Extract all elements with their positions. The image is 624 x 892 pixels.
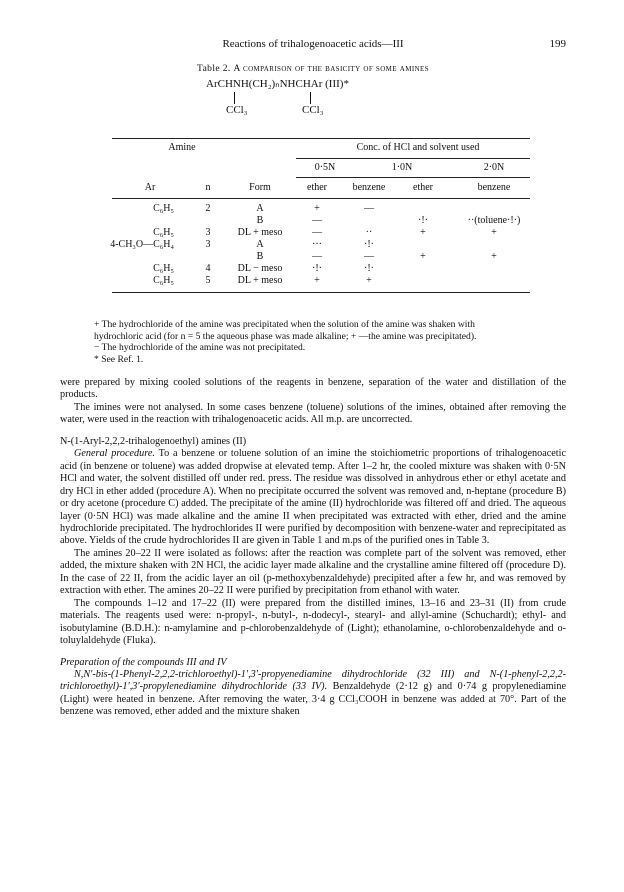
row-n: 4 [205, 263, 211, 274]
row-ar: 4-CH₃O—C₆H₄ [110, 239, 174, 250]
table-caption [60, 64, 566, 74]
row-value: + [314, 275, 320, 286]
footnote-plus: + The hydrochloride of the amine was precipitated when the solution of the amine was shaken with hydrochloric acid (for n = 5 the aqueous phase was made alkaline; + —the amine was precipitated). [94, 319, 477, 342]
paragraph: The imines were not analysed. In some cases benzene (toluene) solutions of the imines, obtained after removing the water, were used in the reaction with trihalogenoacetic acids. All m.p. are uncorrected. [60, 401, 566, 426]
col-benzene-1: benzene [352, 182, 386, 193]
running-head [60, 38, 566, 52]
row-form: B [256, 215, 264, 226]
row-value: — [312, 251, 322, 262]
row-ar: C₆H₅ [153, 263, 174, 274]
formula-main: ArCHNH(CH₂)ₙNHCHAr (III)* [206, 78, 349, 90]
header-conc: Conc. of HCl and solvent used [356, 142, 480, 153]
paragraph: were prepared by mixing cooled solutions of the reagents in benzene, separation of the water and distillation of the products. [60, 377, 566, 401]
row-ar: C₆H₅ [153, 275, 174, 286]
paragraph: The amines 20–22 II were isolated as follows: after the reaction was complete part of the solvent was removed, ether added, the mixture shaken with 2N HCl, the acidic layer made alkaline and the crystalline amine filtered off (procedure D). In the case of 22 II, from the acidic layer an oil (p-methoxybenzaldehyde) precipited after a few hr, and was removed by extraction with ether. The amines 20–22 II were purified by precipitation from ethanol with water. [60, 547, 566, 597]
table-footnotes [60, 319, 504, 365]
section-heading [60, 436, 566, 448]
row-value: ·!· [364, 239, 374, 250]
footnote-minus: − The hydrochloride of the amine was not precipitated. [94, 342, 306, 353]
row-n: 3 [205, 239, 211, 250]
page-number: 199 [549, 38, 566, 50]
row-form: A [256, 239, 264, 250]
row-value: + [491, 251, 497, 262]
row-ar: C₆H₅ [153, 227, 174, 238]
col-form: Form [249, 182, 271, 193]
section-heading-text: N-(1-Aryl-2,2,2-trihalogenoethyl) amines (II) [60, 435, 247, 447]
table-caption-text: A comparison of the basicity of some amines [233, 64, 429, 74]
row-n: 2 [205, 203, 211, 214]
row-n: 5 [205, 275, 211, 286]
preparation-text: Benzaldehyde (2·12 g) and 0·74 g propylenediamine (Light) were heated in benzene. After removing the water, 3·4 g CCl₃COOH in benzene was added at 70°. Part of the benzene was removed, ether added and the mixture shaken [60, 681, 566, 718]
structure-formula [206, 77, 406, 116]
row-value: — [312, 215, 322, 226]
row-value: — [364, 203, 374, 214]
col-benzene-2: benzene [477, 182, 511, 193]
paragraph: The compounds 1–12 and 17–22 (II) were prepared from the distilled imines, 13–16 and 23–31 (II) from crude materials. The reagents used were: n-propyl-, n-butyl-, n-dodecyl-, stearyl- and allyl-amine (Schuchardt); ethyl- and isobutylamine (B.D.H.): n-amylamine and p-chlorobenzaldehyde of (Light); ethanolamine, o-chlorobenzaldehyde and o-toluylaldehyde (Fluka). [60, 597, 566, 647]
row-form: B [256, 251, 264, 262]
col-ether-2: ether [413, 182, 433, 193]
header-bottom-rule [112, 198, 530, 199]
conc-0-5n: 0·5N [314, 162, 336, 173]
conc-1-0n: 1·0N [391, 162, 413, 173]
row-form: A [256, 203, 264, 214]
conc-sub-rule [296, 177, 530, 178]
col-ar: Ar [144, 182, 156, 193]
row-value: ··(toluene·!·) [467, 215, 521, 226]
header-amine: Amine [168, 142, 196, 153]
row-form: DL − meso [237, 263, 283, 274]
col-n: n [205, 182, 211, 193]
general-procedure-label: General procedure. [74, 448, 155, 460]
row-value: + [314, 203, 320, 214]
subsection-heading: Preparation of the compounds III and IV [60, 656, 227, 668]
row-value: + [366, 275, 372, 286]
conc-rule [296, 158, 530, 159]
row-ar: C₆H₅ [153, 203, 174, 214]
row-value: ··· [312, 239, 322, 250]
formula-ccl3-left: CCl₃ [226, 104, 248, 116]
table-caption-label: Table 2. [197, 64, 231, 74]
general-procedure-text: To a benzene or toluene solution of an imine the stoichiometric proportions of trihalogenoacetic acid (in benzene or toluene) was added dropwise at elevated temp. After 1–2 hr, the cooled mixture was shaken with 0·5N HCl and water, the solvent distilled off under red. press. The residue was dissolved in anhydrous ether or ethyl acetate and dry HCl in ether added (procedure A). When no precipitate occurred the solvent was removed and, n-heptane (procedure B) or dry acetone (procedure C) added. The precipitate of the amine (II) hydrochloride was filtered off and dried. The aqueous layer (0·5N HCl) was made alkaline and the amine II when precipitated was extracted with ether, dried and the amine hydrochloride precipitated. The hydrochlorides II were purified by decomposition with benzene-water and reprecipitated as above. Yields of the crude hydrochlorides II are given in Table 1 and m.ps of the purified ones in Table 3. [60, 448, 566, 547]
row-value: ·!· [364, 263, 374, 274]
table-bottom-rule [112, 292, 530, 293]
row-form: DL + meso [237, 275, 283, 286]
formula-bond-left [234, 92, 235, 104]
col-ether-1: ether [307, 182, 327, 193]
row-n: 3 [205, 227, 211, 238]
row-value: ·!· [418, 215, 428, 226]
paragraph-general-procedure [60, 448, 566, 548]
formula-bond-right [310, 92, 311, 104]
paragraph-preparation [60, 669, 566, 719]
row-value: + [491, 227, 497, 238]
body-text [60, 377, 566, 719]
row-value: ·· [365, 227, 373, 238]
row-form: DL + meso [237, 227, 283, 238]
conc-2-0n: 2·0N [483, 162, 505, 173]
row-value: — [312, 227, 322, 238]
row-value: ·!· [312, 263, 322, 274]
footnote-ref: * See Ref. 1. [94, 353, 144, 365]
formula-ccl3-right: CCl₃ [302, 104, 324, 116]
row-value: + [420, 227, 426, 238]
compound-names: N,N′-bis-(1-Phenyl-2,2,2-trichloroethyl)-1′,3′-propyenediamine dihydrochloride (32 III) and N-(1-phenyl-2,2,2-trichloroethyl)-1′,3′-propylenediamine dihydrochloride (33 IV). [60, 668, 566, 693]
row-value: — [364, 251, 374, 262]
row-value: + [420, 251, 426, 262]
running-title: Reactions of trihalogenoacetic acids—III [222, 38, 404, 50]
table-top-rule [112, 138, 530, 139]
